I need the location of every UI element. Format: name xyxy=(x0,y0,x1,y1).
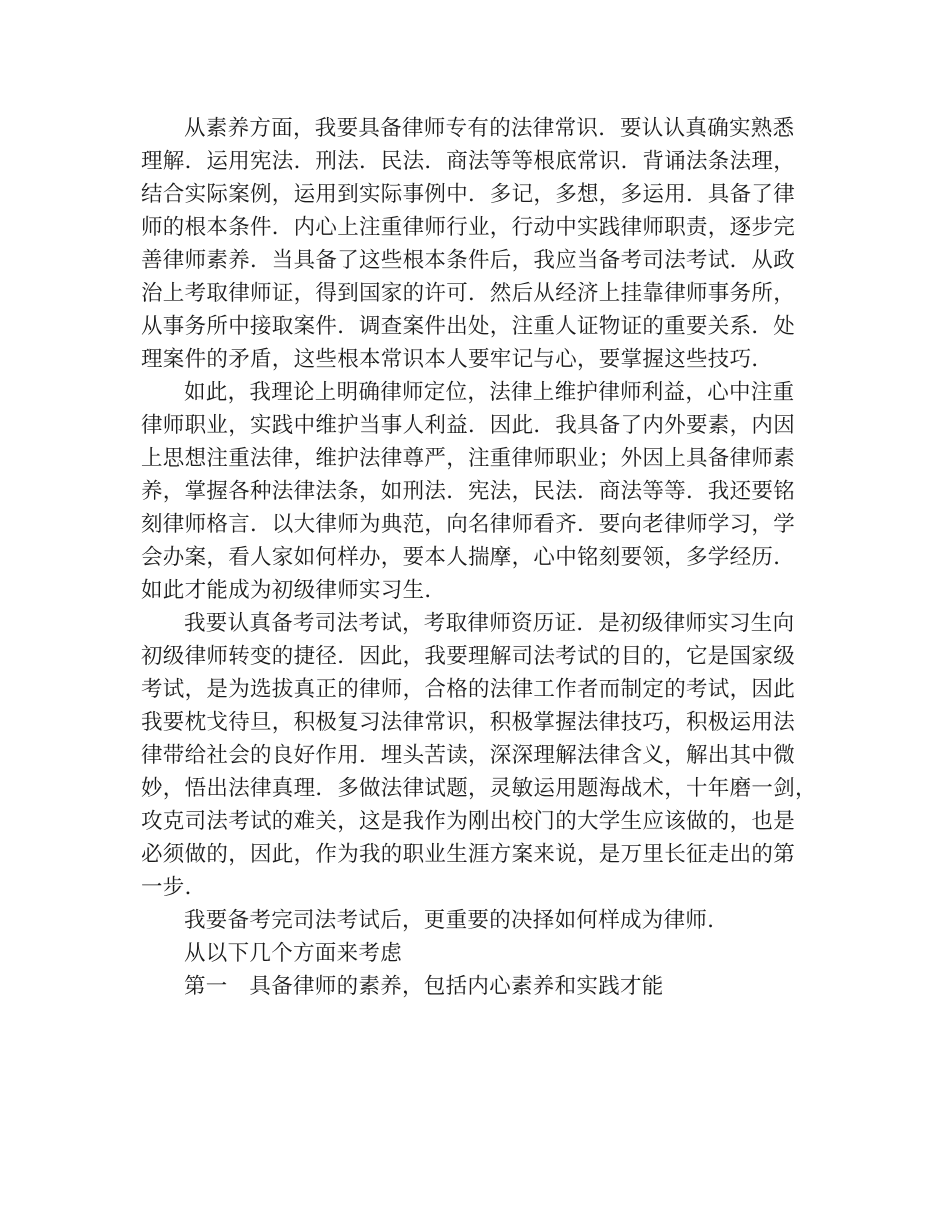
text-line: 如此，我理论上明确律师定位，法律上维护律师利益，心中注重 xyxy=(184,380,795,405)
text-line: 从以下几个方面来考虑 xyxy=(184,941,403,966)
text-line: 治上考取律师证，得到国家的许可．然后从经济上挂靠律师事务所， xyxy=(141,281,796,306)
text-line: 理解．运用宪法．刑法．民法．商法等等根底常识．背诵法条法理， xyxy=(141,149,796,174)
text-line: 从事务所中接取案件．调查案件出处，注重人证物证的重要关系．处 xyxy=(141,314,796,339)
paragraph-4 xyxy=(141,904,821,937)
text-line: 会办案，看人家如何样办，要本人揣摩，心中铭刻要领，多学经历． xyxy=(141,545,796,570)
text-line: 考试，是为选拔真正的律师，合格的法律工作者而制定的考试，因此 xyxy=(141,677,796,702)
text-line: 第一 具备律师的素养，包括内心素养和实践才能 xyxy=(184,974,664,999)
paragraph-6 xyxy=(141,970,821,1003)
text-line: 上思想注重法律，维护法律尊严，注重律师职业；外因上具备律师素 xyxy=(141,446,796,471)
text-line: 师的根本条件．内心上注重律师行业，行动中实践律师职责，逐步完 xyxy=(141,215,796,240)
paragraph-3 xyxy=(141,607,821,904)
text-line: 律师职业，实践中维护当事人利益．因此．我具备了内外要素，内因 xyxy=(141,413,796,438)
text-line: 初级律师转变的捷径．因此，我要理解司法考试的目的，它是国家级 xyxy=(141,644,796,669)
text-line: 我要枕戈待旦，积极复习法律常识，积极掌握法律技巧，积极运用法 xyxy=(141,710,796,735)
text-line: 刻律师格言．以大律师为典范，向名律师看齐．要向老律师学习，学 xyxy=(141,512,796,537)
text-line: 一步． xyxy=(141,875,207,900)
text-line: 善律师素养．当具备了这些根本条件后，我应当备考司法考试．从政 xyxy=(141,248,796,273)
text-line: 我要认真备考司法考试，考取律师资历证．是初级律师实习生向 xyxy=(184,611,795,636)
text-line: 律带给社会的良好作用．埋头苦读，深深理解法律含义，解出其中微 xyxy=(141,743,796,768)
text-line: 从素养方面，我要具备律师专有的法律常识．要认认真确实熟悉 xyxy=(184,116,795,141)
text-line: 理案件的矛盾，这些根本常识本人要牢记与心，要掌握这些技巧． xyxy=(141,347,774,372)
text-line: 必须做的，因此，作为我的职业生涯方案来说，是万里长征走出的第 xyxy=(141,842,796,867)
text-line: 养，掌握各种法律法条，如刑法．宪法，民法．商法等等．我还要铭 xyxy=(141,479,796,504)
paragraph-2 xyxy=(141,376,821,607)
document-body xyxy=(141,112,821,1003)
paragraph-1 xyxy=(141,112,821,376)
paragraph-5 xyxy=(141,937,821,970)
text-line: 我要备考完司法考试后，更重要的决择如何样成为律师． xyxy=(184,908,730,933)
text-line: 妙，悟出法律真理．多做法律试题，灵敏运用题海战术，十年磨一剑， xyxy=(141,776,817,801)
text-line: 攻克司法考试的难关，这是我作为刚出校门的大学生应该做的，也是 xyxy=(141,809,796,834)
text-line: 结合实际案例，运用到实际事例中．多记，多想，多运用．具备了律 xyxy=(141,182,796,207)
text-line: 如此才能成为初级律师实习生． xyxy=(141,578,447,603)
